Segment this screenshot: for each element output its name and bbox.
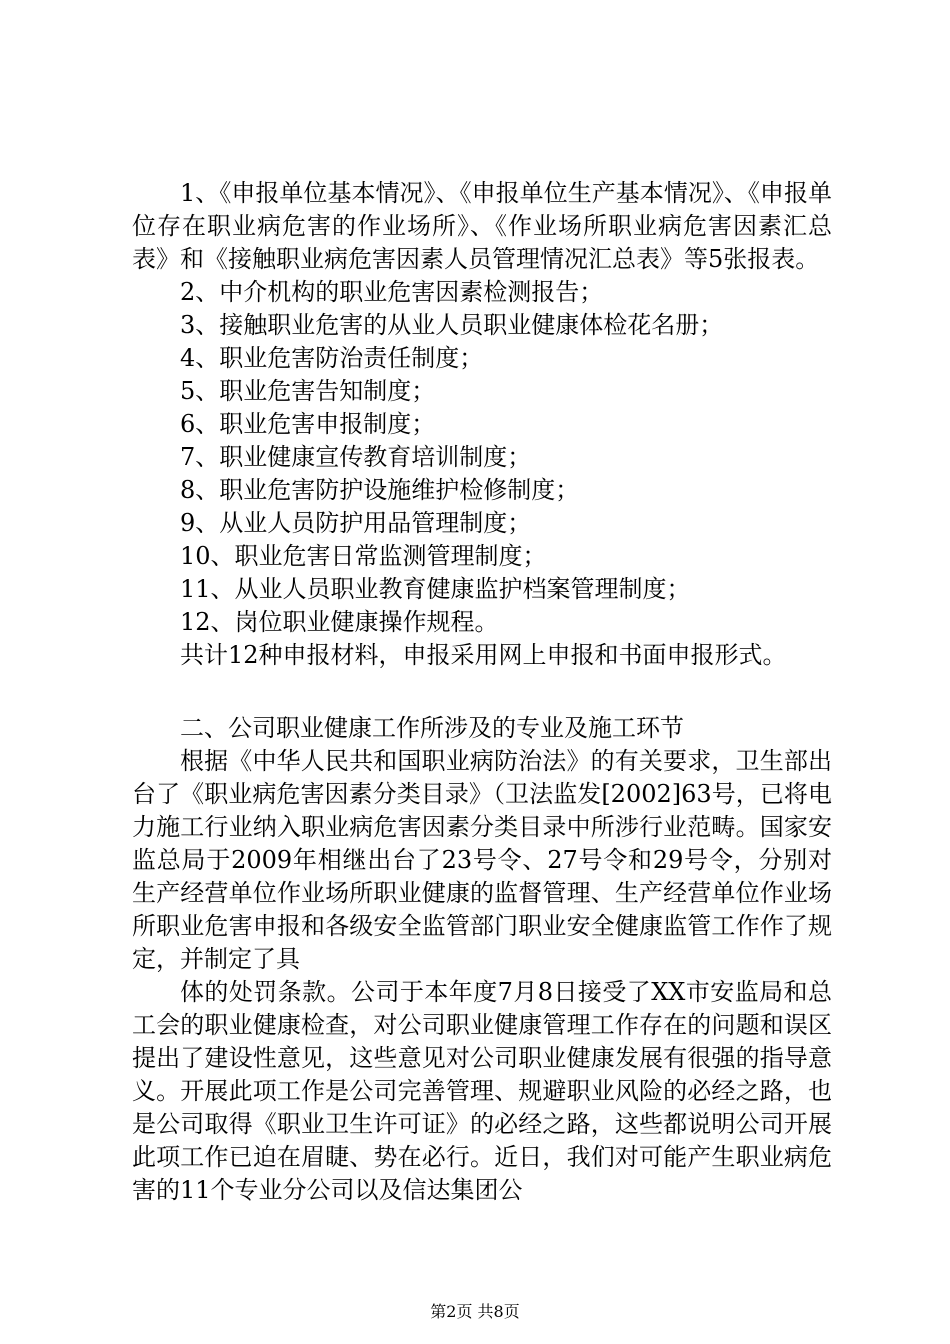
intro-item: 1、《申报单位基本情况》、《申报单位生产基本情况》、《申报单位存在职业病危害的作业场所》、《作业场所职业病危害因素汇总表》和《接触职业病危害因素人员管理情况汇总表》等5张报表。 [132,179,832,273]
section-heading: 二、公司职业健康工作所涉及的专业及施工环节 [180,714,684,742]
list-item: 10、职业危害日常监测管理制度； [180,542,547,570]
document-body [132,177,832,1207]
list-item: 9、从业人员防护用品管理制度； [180,509,532,537]
list-item: 12、岗位职业健康操作规程。 [180,608,499,636]
summary-line: 共计12种申报材料，申报采用网上申报和书面申报形式。 [180,641,787,669]
list-item: 2、中介机构的职业危害因素检测报告； [180,278,604,306]
list-item: 11、从业人员职业教育健康监护档案管理制度； [180,575,691,603]
list-item: 7、职业健康宣传教育培训制度； [180,443,532,471]
list-item: 6、职业危害申报制度； [180,410,436,438]
paragraph-2: 体的处罚条款。公司于本年度7月8日接受了XX市安监局和总工会的职业健康检查，对公司职业健康管理工作存在的问题和误区提出了建设性意见，这些意见对公司职业健康发展有很强的指导意义。开展此项工作是公司完善管理、规避职业风险的必经之路，也是公司取得《职业卫生许可证》的必经之路，这些都说明公司开展此项工作已迫在眉睫、势在必行。近日，我们对可能产生职业病危害的11个专业分公司以及信达集团公 [132,978,832,1204]
materials-list [132,276,832,639]
list-item: 4、职业危害防治责任制度； [180,344,484,372]
list-item: 8、职业危害防护设施维护检修制度； [180,476,580,504]
paragraph-1: 根据《中华人民共和国职业病防治法》的有关要求，卫生部出台了《职业病危害因素分类目录》（卫法监发[2002]63号，已将电力施工行业纳入职业病危害因素分类目录中所涉行业范畴。国家安监总局于2009年相继出台了23号令、27号令和29号令，分别对生产经营单位作业场所职业健康的监督管理、生产经营单位作业场所职业危害申报和各级安全监管部门职业安全健康监管工作作了规定，并制定了具 [132,747,832,973]
page-footer: 第2页 共8页 [430,1302,520,1321]
list-item: 3、接触职业危害的从业人员职业健康体检花名册； [180,311,724,339]
list-item: 5、职业危害告知制度； [180,377,436,405]
